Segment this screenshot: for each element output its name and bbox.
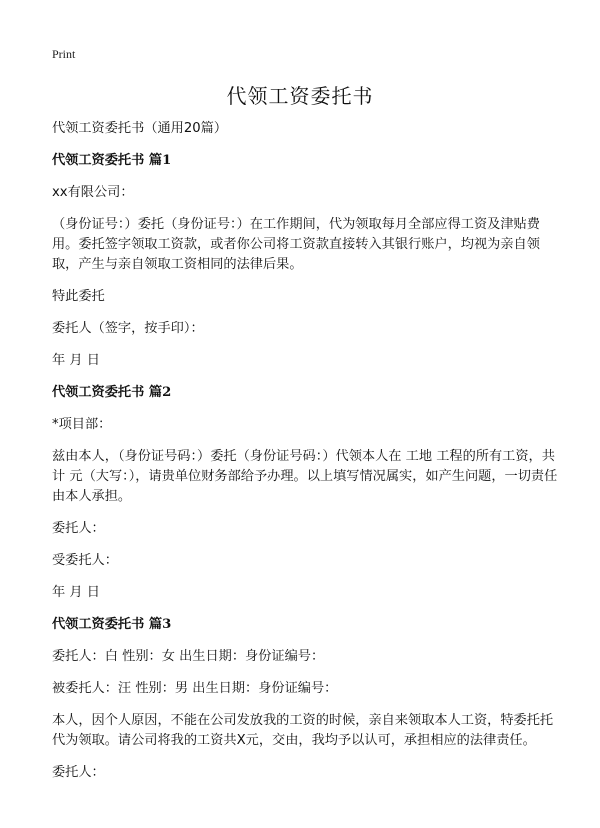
document-title: 代领工资委托书 <box>226 84 374 108</box>
section-heading: 代领工资委托书 篇3 <box>52 617 172 632</box>
print-label: Print <box>52 47 76 61</box>
addressee-line: *项目部： <box>52 417 112 432</box>
signature-line: 委托人： <box>52 521 105 536</box>
principal-info-line: 委托人：白 性别：女 出生日期：身份证编号： <box>52 649 325 664</box>
signature-line: 受委托人： <box>52 553 118 568</box>
body-paragraph: （身份证号：）委托（身份证号：）在工作期间，代为领取每月全部应得工资及津贴费用。委托签字领取工资款，或者你公司将工资款直接转入其银行账户，均视为亲自领取，产生与亲自领取工资相同的法律后果。 <box>52 217 540 272</box>
signature-line: 委托人： <box>52 765 105 780</box>
document-subtitle: 代领工资委托书（通用20篇） <box>52 121 228 136</box>
agent-info-line: 被委托人：汪 性别：男 出生日期：身份证编号： <box>52 681 338 696</box>
date-line: 年 月 日 <box>52 585 100 600</box>
section-heading: 代领工资委托书 篇1 <box>52 153 172 168</box>
body-paragraph: 本人，因个人原因，不能在公司发放我的工资的时候，亲自来领取本人工资，特委托托代为领取。请公司将我的工资共X元，交由，我均予以认可，承担相应的法律责任。 <box>52 713 554 748</box>
closing-line: 特此委托 <box>52 289 105 304</box>
section-heading: 代领工资委托书 篇2 <box>52 385 172 400</box>
date-line: 年 月 日 <box>52 353 100 368</box>
addressee-line: xx有限公司： <box>52 185 134 200</box>
document-body <box>52 119 562 783</box>
signature-line: 委托人（签字，按手印）： <box>52 321 204 336</box>
body-paragraph: 兹由本人，（身份证号码：）委托（身份证号码：）代领本人在 工地 工程的所有工资，共计 元（大写：），请贵单位财务部给予办理。以上填写情况属实，如产生问题，一切责任由本人承担。 <box>52 449 558 504</box>
